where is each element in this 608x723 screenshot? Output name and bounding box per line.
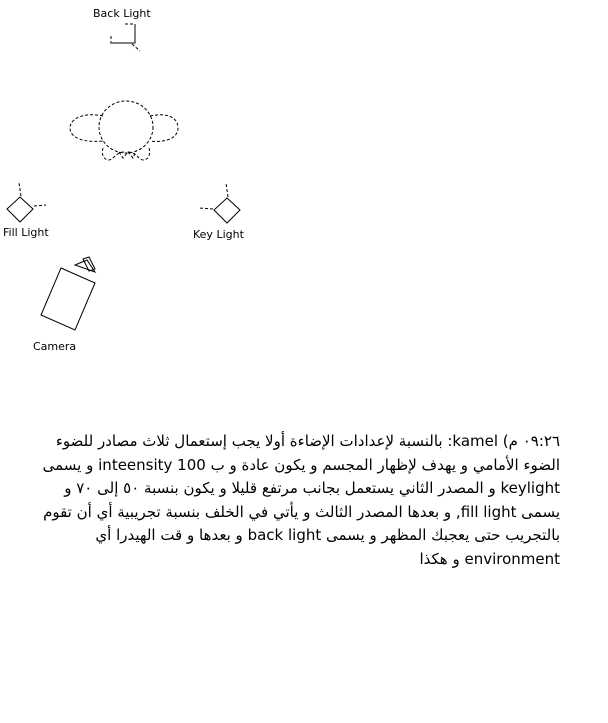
key-light xyxy=(193,183,245,241)
back-light-label: Back Light xyxy=(93,7,151,20)
back-light-icon xyxy=(111,24,140,51)
key-light-label: Key Light xyxy=(193,228,244,241)
camera-icon xyxy=(41,257,95,330)
back-light xyxy=(93,7,151,51)
subject-figure xyxy=(70,101,178,160)
fill-light xyxy=(3,183,49,239)
camera xyxy=(33,257,95,353)
fill-light-label: Fill Light xyxy=(3,226,49,239)
fill-light-icon xyxy=(7,183,46,222)
camera-label: Camera xyxy=(33,340,77,353)
key-light-icon xyxy=(199,183,240,223)
lighting-note-text: ٠٩:٢٦ م) kamel: بالنسبة لإعدادات الإضاءة أولا يجب إستعمال ثلاث مصادر للضوء الضوء الأمامي و يهدف لإظهار المجسم و يكون عادة و ب inteensity 100 و يسمى keylight و المصدر الثاني يستعمل بجانب مرتفع قليلا و يكون بنسبة ٥٠ إلى ٧٠ و يسمى fill light, و بعدها المصدر الثالث و يأتي في الخلف بنسبة تجريبية أي أن تقوم بالتجريب حتى يعجبك المظهر و يسمى back light و بعدها و قت الهيدرا أي environment و هكذا xyxy=(42,432,560,568)
